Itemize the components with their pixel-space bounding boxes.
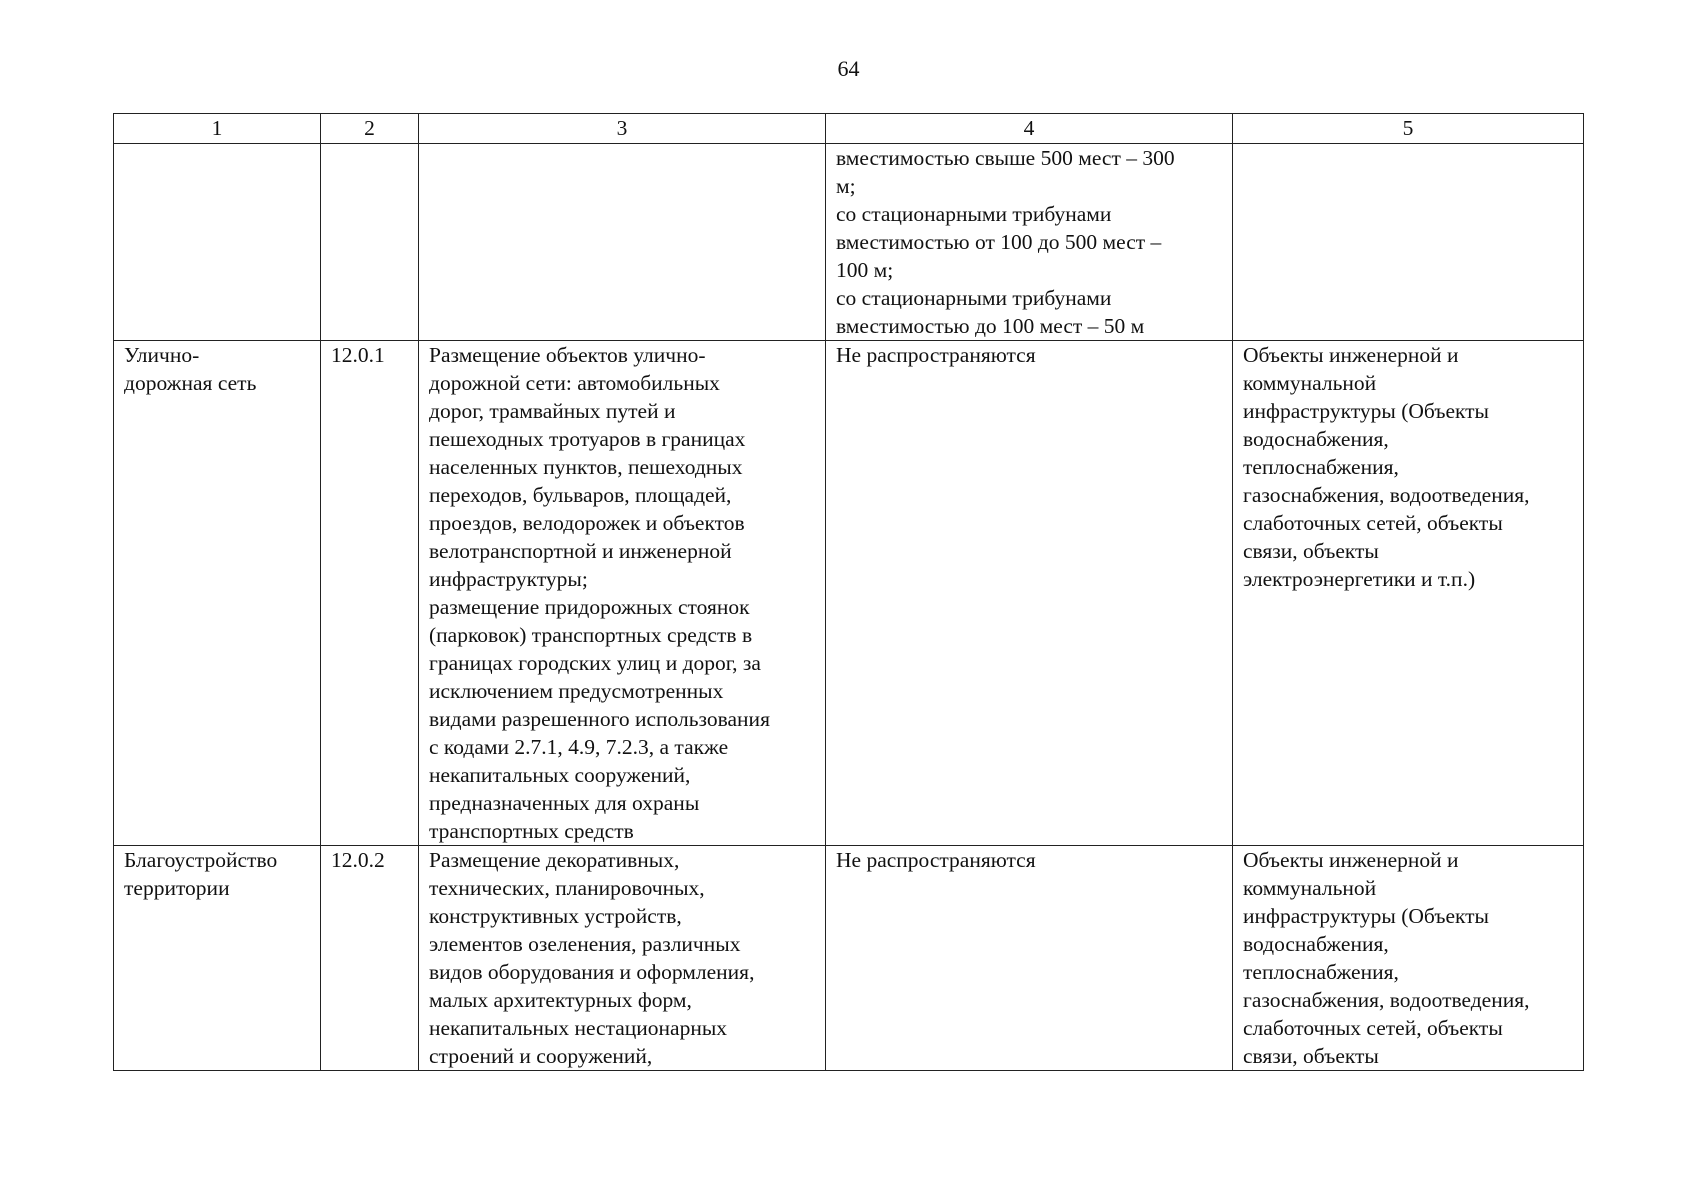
auxiliary-uses-cell	[1233, 144, 1584, 341]
table-row	[114, 846, 1584, 1071]
use-name: Улично- дорожная сеть	[124, 343, 257, 395]
use-code-cell	[321, 846, 419, 1071]
column-header-5: 5	[1233, 114, 1584, 144]
use-code: 12.0.2	[331, 848, 385, 872]
use-description-cell	[419, 144, 826, 341]
use-code: 12.0.1	[331, 343, 385, 367]
use-name-cell	[114, 144, 321, 341]
use-description: Размещение объектов улично- дорожной сети: автомобильных дорог, трамвайных путей и пешеходных тротуаров в границах населенных пунктов, пешеходных переходов, бульваров, площадей, проездов, велодорожек и объектов велотранспортной и инженерной инфраструктуры; размещение придорожных стоянок (парковок) транспортных средств в границах городских улиц и дорог, за исключением предусмотренных видами разрешенного использования с кодами 2.7.1, 4.9, 7.2.3, а также некапитальных сооружений, предназначенных для охраны транспортных средств	[429, 343, 770, 843]
page-number: 64	[837, 56, 860, 81]
restrictions-cell	[826, 144, 1233, 341]
use-name-cell	[114, 341, 321, 846]
use-code-cell	[321, 341, 419, 846]
use-description: Размещение декоративных, технических, планировочных, конструктивных устройств, элементов озеленения, различных видов оборудования и оформления, малых архитектурных форм, некапитальных нестационарных строений и сооружений,	[429, 848, 755, 1068]
restrictions-text: вместимостью свыше 500 мест – 300 м; со стационарными трибунами вместимостью от 100 до 500 мест – 100 м; со стационарными трибунами вместимостью до 100 мест – 50 м	[836, 146, 1175, 338]
land-use-table	[113, 113, 1584, 1071]
auxiliary-uses-text: Объекты инженерной и коммунальной инфраструктуры (Объекты водоснабжения, теплоснабжения, газоснабжения, водоотведения, слаботочных сетей, объекты связи, объекты электроэнергетики и т.п.)	[1243, 343, 1530, 591]
use-code-cell	[321, 144, 419, 341]
restrictions-cell	[826, 341, 1233, 846]
table-row	[114, 144, 1584, 341]
restrictions-text: Не распространяются	[836, 343, 1036, 367]
use-description-cell	[419, 341, 826, 846]
auxiliary-uses-cell	[1233, 341, 1584, 846]
auxiliary-uses-text: Объекты инженерной и коммунальной инфраструктуры (Объекты водоснабжения, теплоснабжения, газоснабжения, водоотведения, слаботочных сетей, объекты связи, объекты	[1243, 848, 1530, 1068]
restrictions-text: Не распространяются	[836, 848, 1036, 872]
header-row	[114, 114, 1584, 144]
column-header-1: 1	[114, 114, 321, 144]
table-row	[114, 341, 1584, 846]
auxiliary-uses-cell	[1233, 846, 1584, 1071]
use-name-cell	[114, 846, 321, 1071]
column-header-3: 3	[419, 114, 826, 144]
column-header-4: 4	[826, 114, 1233, 144]
column-header-2: 2	[321, 114, 419, 144]
restrictions-cell	[826, 846, 1233, 1071]
use-description-cell	[419, 846, 826, 1071]
use-name: Благоустройство территории	[124, 848, 278, 900]
